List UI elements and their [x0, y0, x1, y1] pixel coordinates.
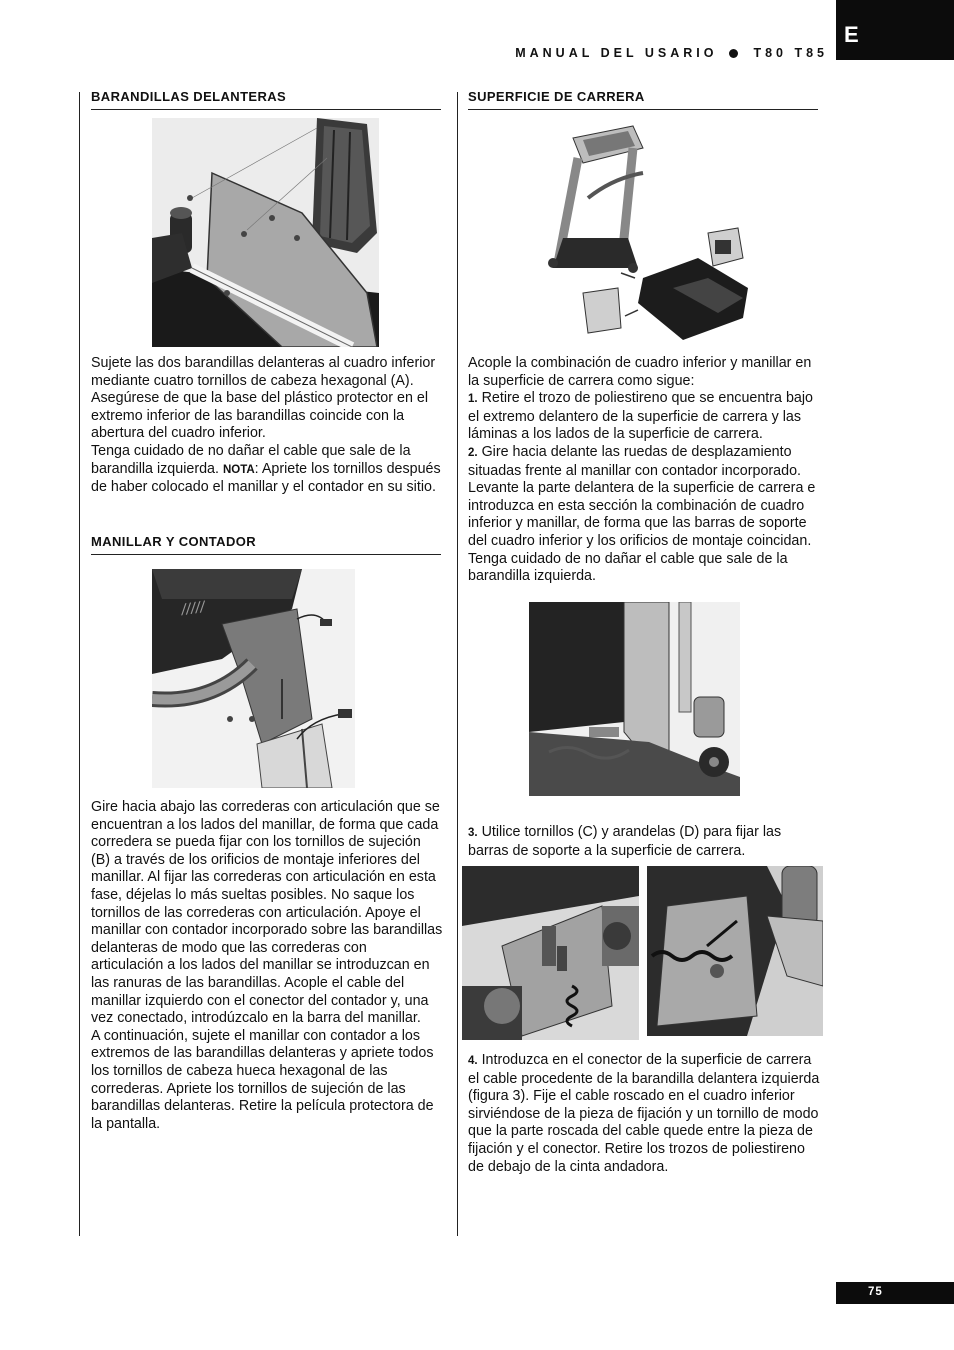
manual-title: MANUAL DEL USARIO: [515, 46, 718, 60]
model-names: T80 T85: [753, 46, 828, 60]
step-1: 1. Retire el trozo de poliestireno que se encuentra bajo el extremo delantero de la superficie de carrera y las láminas a los lados de la superficie de carrera.: [468, 390, 813, 443]
step-3: 3. Utilice tornillos (C) y arandelas (D) para fijar las barras de soporte a la superficie de carrera.: [468, 824, 782, 859]
running-surface-instructions-1: [468, 355, 820, 586]
running-surface-instructions-3: [468, 1052, 820, 1176]
language-tab-label: E: [844, 22, 859, 47]
left-column-rule: [79, 92, 80, 1236]
section-heading-running-surface: SUPERFICIE DE CARRERA: [468, 89, 818, 110]
handlebar-console-instructions: [91, 799, 443, 1133]
handlebar-console-illustration: [152, 569, 355, 788]
front-rails-text-b: Tenga cuidado de no dañar el cable que sale de la barandilla izquierda. NOTA: Apriete los tornillos después de haber colocado el manillar y el contador en su sitio.: [91, 442, 441, 496]
page-number: 75: [868, 1286, 883, 1298]
section-heading-front-rails: BARANDILLAS DELANTERAS: [91, 89, 441, 110]
front-rails-text-a: Sujete las dos barandillas delanteras al cuadro inferior mediante cuatro tornillos de cabeza hexagonal (A). Asegúrese de que la base del plástico protector en el extremo inferior de las barandillas coincide con la abertura del cuadro inferior.: [91, 355, 436, 442]
handlebar-text-a: Gire hacia abajo las correderas con articulación que se encuentran a los lados del manillar, de forma que cada corredera se pueda fijar con los tornillos de sujeción (B) a través de los orificios de montaje inferiores del manillar. Al fijar las correderas con articulación en esta fase, déjelas lo más sueltas posibles. No saque los tornillos de las correderas con articulación. Apoye el manillar con contador incorporado sobre las barandillas delanteras de modo que las correderas con articulación a los lados del manillar se introduzcan en las ranuras de las barandillas. Acople el cable del manillar izquierdo con el conector del contador y, una vez conectado, introdúzcalo en la barra del manillar.: [91, 799, 443, 1027]
running-surface-instructions-2: [468, 824, 820, 860]
cable-connector-illustration: [647, 866, 823, 1036]
svg-text://///: /////: [180, 598, 206, 618]
handlebar-text-b: A continuación, sujete el manillar con contador a los extremos de las barandillas delanteras y apriete todos los tornillos de cabeza hueca hexagonal de las correderas. Apriete los tornillos de sujeción de las barandillas delanteras. Retire la película protectora de la pantalla.: [91, 1027, 434, 1132]
front-rails-illustration: [152, 118, 379, 347]
running-header: [515, 46, 828, 60]
right-column-rule: [457, 92, 458, 1236]
step-2: 2. Gire hacia delante las ruedas de desplazamiento situadas frente al manillar con contador incorporado. Levante la parte delantera de la superficie de carrera e introduzca en esta sección la combinación de cuadro inferior y manillar, de forma que las barras de soporte del cuadro inferior y los orificios de montaje coincidan. Tenga cuidado de no dañar el cable que sale de la barandilla izquierda.: [468, 443, 816, 585]
wheel-assembly-illustration: [529, 602, 740, 796]
page-number-tab: [836, 1282, 954, 1304]
section-heading-handlebar-console: MANILLAR Y CONTADOR: [91, 534, 441, 555]
step-4: 4. Introduzca en el conector de la superficie de carrera el cable procedente de la barandilla delantera izquierda (figura 3). Fije el cable roscado en el cuadro inferior sirviéndose de la pieza de fijación y un tornillo de modo que la parte roscada del cable quede entre la pieza de fijación y el conector. Retire los trozos de poliestireno de debajo de la cinta andadora.: [468, 1052, 820, 1175]
language-tab: [836, 0, 954, 60]
running-surface-overview-illustration: [543, 118, 757, 346]
support-bar-screws-illustration: [462, 866, 639, 1040]
front-rails-instructions: [91, 355, 443, 497]
bullet-icon: [729, 49, 738, 58]
running-surface-intro: Acople la combinación de cuadro inferior y manillar en la superficie de carrera como sigue:: [468, 355, 812, 389]
nota-label: NOTA: [222, 463, 255, 476]
